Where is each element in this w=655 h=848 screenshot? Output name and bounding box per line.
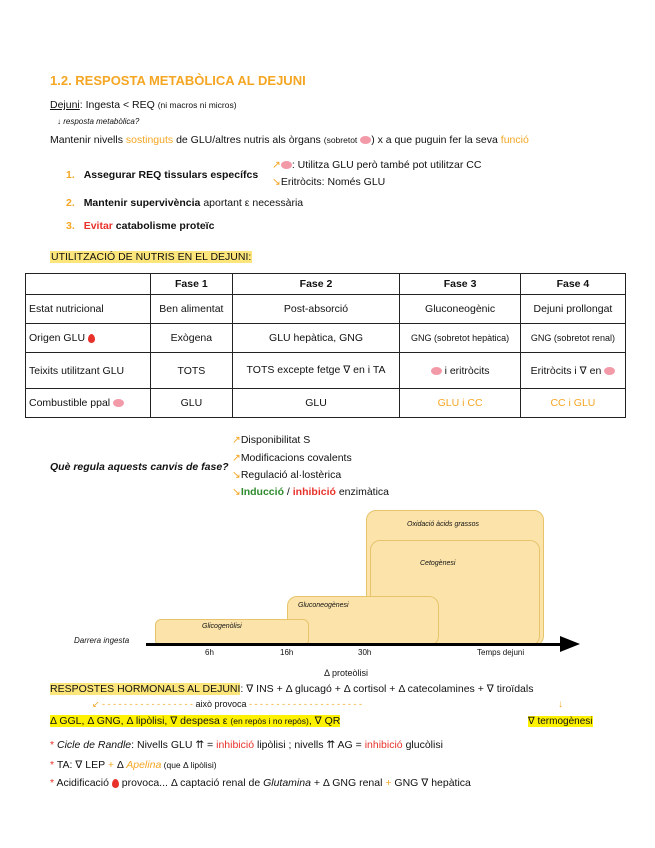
maintain-line [50,134,529,146]
row-label: Origen GLU [29,332,86,344]
regula-item: ↗Disponibilitat S [232,434,311,446]
note-star: * [50,759,55,771]
table-cell: GLU [151,389,233,418]
goal-num: 1. [66,169,75,181]
table-row [26,295,626,324]
termogenesi: ∇ termogènesi [528,716,593,727]
table-cell: GLU i CC [400,389,521,418]
table-cell: TOTS [151,353,233,389]
maintain-a: Mantenir nivells [50,134,126,146]
table-header: Fase 3 [400,274,521,295]
note-text: provoca... Δ captació renal de [118,777,264,789]
hormonal-text: : ∇ INS + Δ glucagó + Δ cortisol + Δ catecolamines + ∇ tiroïdals [240,683,534,695]
time-axis [146,643,568,646]
row-label-cell [26,389,151,418]
note-apelina: Apelina [126,759,162,771]
regula-item-text: Modificacions covalents [240,452,352,464]
table-cell: Ben alimentat [151,295,233,324]
table-header: Fase 4 [520,274,625,295]
note-plus: + [385,777,392,789]
note-text: Acidificació [56,777,112,789]
maintain-e: ) x a que puguin fer la seva [371,134,501,146]
goal-text: Mantenir supervivència [83,197,201,209]
regula-item-text: Regulació al·lostèrica [240,469,342,481]
maintain-b: sostinguts [125,134,174,146]
regula-item: ↗Modificacions covalents [232,452,352,464]
provoca-text: això provoca [195,699,247,709]
note-text: GNG ∇ hepàtica [391,777,471,789]
note-text: : Nivells GLU ⇈ = [131,739,217,751]
def-note: (ni macros ni micros) [157,100,237,110]
brain-icon [113,399,124,407]
regula-item: ↘Regulació al·lostèrica [232,469,342,481]
inhibicio-text: inhibició [292,486,336,498]
table-cell: GNG (sobretot hepàtica) [400,324,521,353]
diagram-label: Glicogenòlisi [202,623,242,630]
axis-start: Darrera ingesta [74,636,130,645]
note-plus: + [107,759,114,771]
goal-rest: aportant ε necessària [200,197,304,209]
brain-icon [281,161,292,169]
note-text: lipòlisi ; nivells ⇈ AG = [254,739,365,751]
maintain-f: funció [500,134,529,146]
induccio-text: Inducció [240,486,284,498]
def-term: Dejuni [50,99,80,111]
page-title: 1.2. RESPOSTA METABÒLICA AL DEJUNI [50,73,306,88]
table-cell-brain [520,353,625,389]
note-text: glucòlisi [402,739,443,751]
regula-item: ↘Inducció / inhibició enzimàtica [232,486,390,498]
table-cell: GLU [232,389,400,418]
note-text: Cicle de Randle [57,739,132,751]
brain-icon [431,367,442,375]
diagram-label: Cetogènesi [420,560,456,567]
goal-1 [66,169,258,181]
axis-tick: 6h [205,648,214,657]
note-small: (que Δ lipòlisi) [161,760,217,770]
axis-tick: Temps dejuni [477,648,525,657]
enz-text: enzimàtica [335,486,390,498]
table-cell-brain [400,353,521,389]
table-cell: Post-absorció [232,295,400,324]
table-cell: GNG (sobretot renal) [520,324,625,353]
table-header: Fase 1 [151,274,233,295]
axis-tick: 16h [280,648,294,657]
note-red: inhibició [216,739,255,751]
table-cell: TOTS excepte fetge ∇ en i TA [232,353,400,389]
arrow-note: ↓ resposta metabòlica? [57,117,140,126]
regula-question: Què regula aquests canvis de fase? [50,461,229,473]
note-star: * [50,739,55,751]
note-acid [50,777,471,789]
hormonal-line [50,683,533,695]
table-cell-text: i eritròcits [444,364,490,377]
note-text: Glutamina [263,777,311,789]
goal-num: 3. [66,220,75,232]
table-row [26,324,626,353]
table-cell: Dejuni prollongat [520,295,625,324]
diagram-label: Oxidació àcids grassos [407,521,479,528]
table-header: Fase 2 [232,274,400,295]
note-randle [50,739,443,751]
brain-note: : Utilitza GLU però també pot utilitzar CC [291,159,482,171]
brain-note-line: ↗ : Utilitza GLU però també pot utilitzar CC [272,159,482,171]
table-cell-text: Eritròcits i ∇ en [530,364,602,377]
row-label-cell [26,324,151,353]
proteolisi-note: Δ proteòlisi [324,668,369,678]
goal-red: Evitar [83,220,113,232]
note-text: + Δ GNG renal [310,777,386,789]
maintain-d: (sobretot [323,135,358,145]
brain-icon [360,136,371,144]
table-cell: GLU hepàtica, GNG [232,324,400,353]
table-corner [26,274,151,295]
hormonal-title: RESPOSTES HORMONALS AL DEJUNI [50,683,241,695]
table-row [26,353,626,389]
eritro-note-line: ↘Eritròcits: Només GLU [272,176,386,188]
row-label: Combustible ppal [29,397,111,409]
table-cell: CC i GLU [520,389,625,418]
note-ta [50,759,217,771]
definition-line [50,99,237,111]
eritro-note: Eritròcits: Només GLU [280,176,386,188]
termo-arrow-icon: ↓ [558,699,563,710]
section-util-title: UTILITZACIÓ DE NUTRIS EN EL DEJUNI: [51,251,252,263]
provoca-line: ↙ - - - - - - - - - - - - - - - - - això provoca - - - - - - - - - - - - - - - - - - - - - [92,699,362,709]
note-star: * [50,777,55,789]
nutrients-table [25,273,626,418]
def-rest: : Ingesta < REQ [79,99,155,111]
effects-end: , ∇ QR [308,715,341,727]
axis-tick: 30h [358,648,372,657]
effects-text: Δ GGL, Δ GNG, Δ lipòlisi, ∇ despesa ε [50,715,228,727]
note-red: inhibició [364,739,403,751]
goal-text: catabolisme proteïc [112,220,215,232]
note-text: TA: ∇ LEP [56,759,108,771]
maintain-c: de GLU/altres nutris als òrgans [173,134,324,146]
brain-icon [604,367,615,375]
effects-line [50,715,340,727]
table-cell: Gluconeogènic [400,295,521,324]
diagram-label: Gluconeogènesi [298,602,349,609]
goal-2 [66,197,303,209]
goal-num: 2. [66,197,75,209]
table-cell: Exògena [151,324,233,353]
blood-drop-icon [88,334,95,343]
goal-text: Assegurar REQ tissulars específcs [83,169,259,181]
row-label: Teixits utilitzant GLU [26,353,151,389]
goal-3 [66,220,214,232]
axis-arrow-icon [560,636,580,652]
table-row [26,389,626,418]
note-text: Δ [113,759,127,771]
row-label: Estat nutricional [26,295,151,324]
blood-drop-icon [112,779,119,788]
effects-small: (en repòs i no repòs) [230,716,309,726]
table-header-row [26,274,626,295]
regula-item-text: Disponibilitat S [240,434,311,446]
